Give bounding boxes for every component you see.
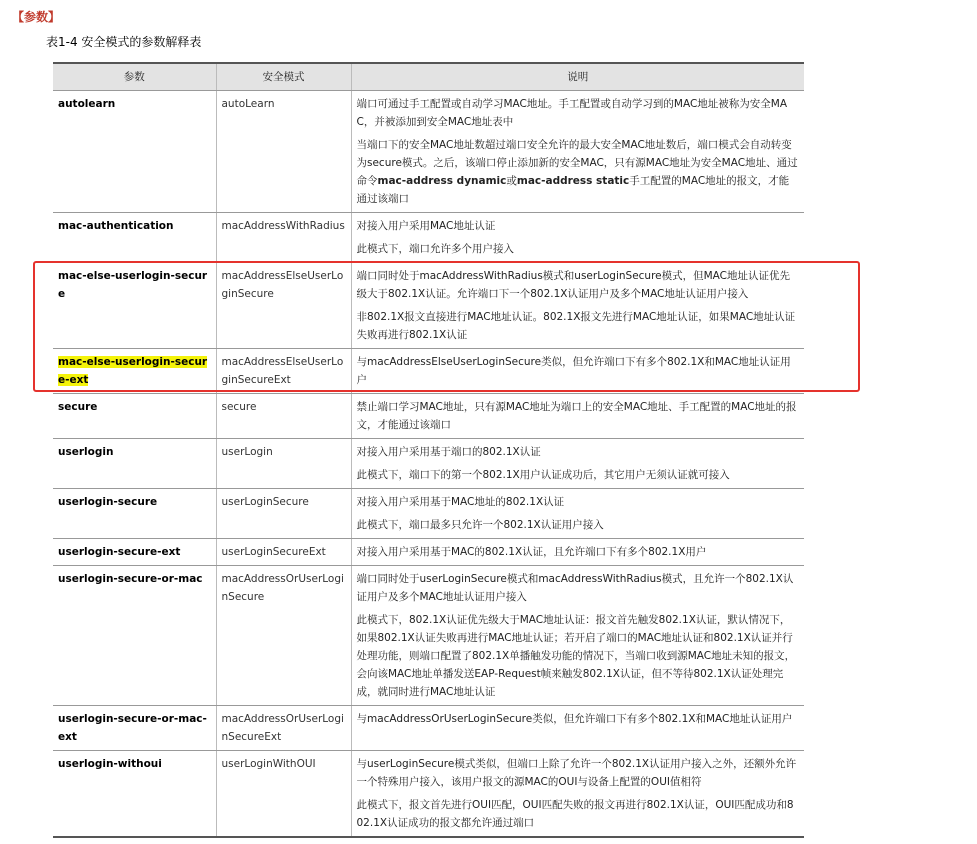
mode-cell: macAddressElseUserLoginSecure <box>216 263 351 349</box>
description-text: 与macAddressOrUserLoginSecure类似，但允许端口下有多个802.1X和MAC地址认证用户 <box>356 713 793 725</box>
table-row <box>53 489 804 539</box>
description-cell <box>351 349 804 394</box>
description-text: 此模式下，报文首先进行OUI匹配，OUI匹配失败的报文再进行802.1X认证，OUI匹配成功和802.1X认证成功的报文都允许通过端口 <box>356 799 794 829</box>
description-text: 对接入用户采用基于MAC的802.1X认证，且允许端口下有多个802.1X用户 <box>356 546 707 558</box>
table-row <box>53 263 804 349</box>
param-cell: userlogin <box>53 439 216 489</box>
table-row <box>53 394 804 439</box>
param-cell: autolearn <box>53 91 216 213</box>
table-row <box>53 91 804 213</box>
table-row <box>53 213 804 263</box>
header-mode: 安全模式 <box>216 63 351 91</box>
param-cell: mac-authentication <box>53 213 216 263</box>
description-text: 端口同时处于userLoginSecure模式和macAddressWithRadius模式，且允许一个802.1X认证用户及多个MAC地址认证用户接入 <box>356 573 794 603</box>
mode-cell: userLoginSecure <box>216 489 351 539</box>
description-text: 当端口下的安全MAC地址数超过端口安全允许的最大安全MAC地址数后，端口模式会自动转变为secure模式。之后，该端口停止添加新的安全MAC，只有源MAC地址为安全MAC地址、通过命令mac-address dynamic或mac-address static手工配置的MAC地址的报文，才能通过该端口 <box>356 139 798 205</box>
description-cell <box>351 566 804 706</box>
param-cell <box>53 349 216 394</box>
description-text: 非802.1X报文直接进行MAC地址认证。802.1X报文先进行MAC地址认证，如果MAC地址认证失败再进行802.1X认证 <box>356 311 796 341</box>
description-text: 与macAddressElseUserLoginSecure类似，但允许端口下有多个802.1X和MAC地址认证用户 <box>356 356 791 386</box>
table-row <box>53 751 804 838</box>
header-param: 参数 <box>53 63 216 91</box>
description-cell <box>351 263 804 349</box>
mode-cell: macAddressOrUserLoginSecure <box>216 566 351 706</box>
param-cell: userlogin-withoui <box>53 751 216 838</box>
mode-cell: userLoginWithOUI <box>216 751 351 838</box>
description-text: 与userLoginSecure模式类似，但端口上除了允许一个802.1X认证用户接入之外，还额外允许一个特殊用户接入，该用户报文的源MAC的OUI与设备上配置的OUI值相符 <box>356 758 797 788</box>
param-cell: userlogin-secure <box>53 489 216 539</box>
description-text: 此模式下，端口最多只允许一个802.1X认证用户接入 <box>356 519 604 531</box>
highlighted-param: mac-else-userlogin-secure-ext <box>58 356 208 386</box>
param-cell: secure <box>53 394 216 439</box>
description-text: 此模式下，端口下的第一个802.1X用户认证成功后，其它用户无须认证就可接入 <box>356 469 730 481</box>
table-row <box>53 566 804 706</box>
description-cell <box>351 706 804 751</box>
description-text: 禁止端口学习MAC地址，只有源MAC地址为端口上的安全MAC地址、手工配置的MAC地址的报文，才能通过该端口 <box>356 401 797 431</box>
section-label: 【参数】 <box>12 10 61 24</box>
mode-cell: userLoginSecureExt <box>216 539 351 566</box>
param-cell: userlogin-secure-ext <box>53 539 216 566</box>
table-row <box>53 439 804 489</box>
param-cell: mac-else-userlogin-secure <box>53 263 216 349</box>
table-row <box>53 349 804 394</box>
mode-cell: secure <box>216 394 351 439</box>
mode-cell: userLogin <box>216 439 351 489</box>
description-cell <box>351 394 804 439</box>
param-cell: userlogin-secure-or-mac-ext <box>53 706 216 751</box>
mode-cell: macAddressOrUserLoginSecureExt <box>216 706 351 751</box>
table-caption: 表1-4 安全模式的参数解释表 <box>46 35 202 49</box>
description-text: 对接入用户采用基于端口的802.1X认证 <box>356 446 541 458</box>
description-text: 端口可通过手工配置或自动学习MAC地址。手工配置或自动学习到的MAC地址被称为安全MAC，并被添加到安全MAC地址表中 <box>356 98 788 128</box>
description-text: 此模式下，端口允许多个用户接入 <box>356 243 514 255</box>
description-text: 对接入用户采用MAC地址认证 <box>356 220 496 232</box>
description-text: 此模式下，802.1X认证优先级大于MAC地址认证：报文首先触发802.1X认证，默认情况下，如果802.1X认证失败再进行MAC地址认证；若开启了端口的MAC地址认证和802.1X认证并行处理功能，则端口配置了802.1X单播触发功能的情况下，当端口收到源MAC地址未知的报文，会向该MAC地址单播发送EAP-Request帧来触发802.1X认证，但不等待802.1X认证处理完成，就同时进行MAC地址认证 <box>356 614 796 698</box>
table-header-row <box>53 63 804 91</box>
mode-cell: autoLearn <box>216 91 351 213</box>
description-text: 端口同时处于macAddressWithRadius模式和userLoginSecure模式，但MAC地址认证优先级大于802.1X认证。允许端口下一个802.1X认证用户及多个MAC地址认证用户接入 <box>356 270 791 300</box>
param-cell: userlogin-secure-or-mac <box>53 566 216 706</box>
table-row <box>53 539 804 566</box>
description-cell <box>351 539 804 566</box>
description-cell <box>351 751 804 838</box>
description-cell <box>351 489 804 539</box>
mode-cell: macAddressElseUserLoginSecureExt <box>216 349 351 394</box>
table-row <box>53 706 804 751</box>
description-cell <box>351 439 804 489</box>
description-text: 对接入用户采用基于MAC地址的802.1X认证 <box>356 496 565 508</box>
security-mode-parameter-table <box>53 62 804 838</box>
header-description: 说明 <box>351 63 804 91</box>
mode-cell: macAddressWithRadius <box>216 213 351 263</box>
description-cell <box>351 213 804 263</box>
description-cell <box>351 91 804 213</box>
